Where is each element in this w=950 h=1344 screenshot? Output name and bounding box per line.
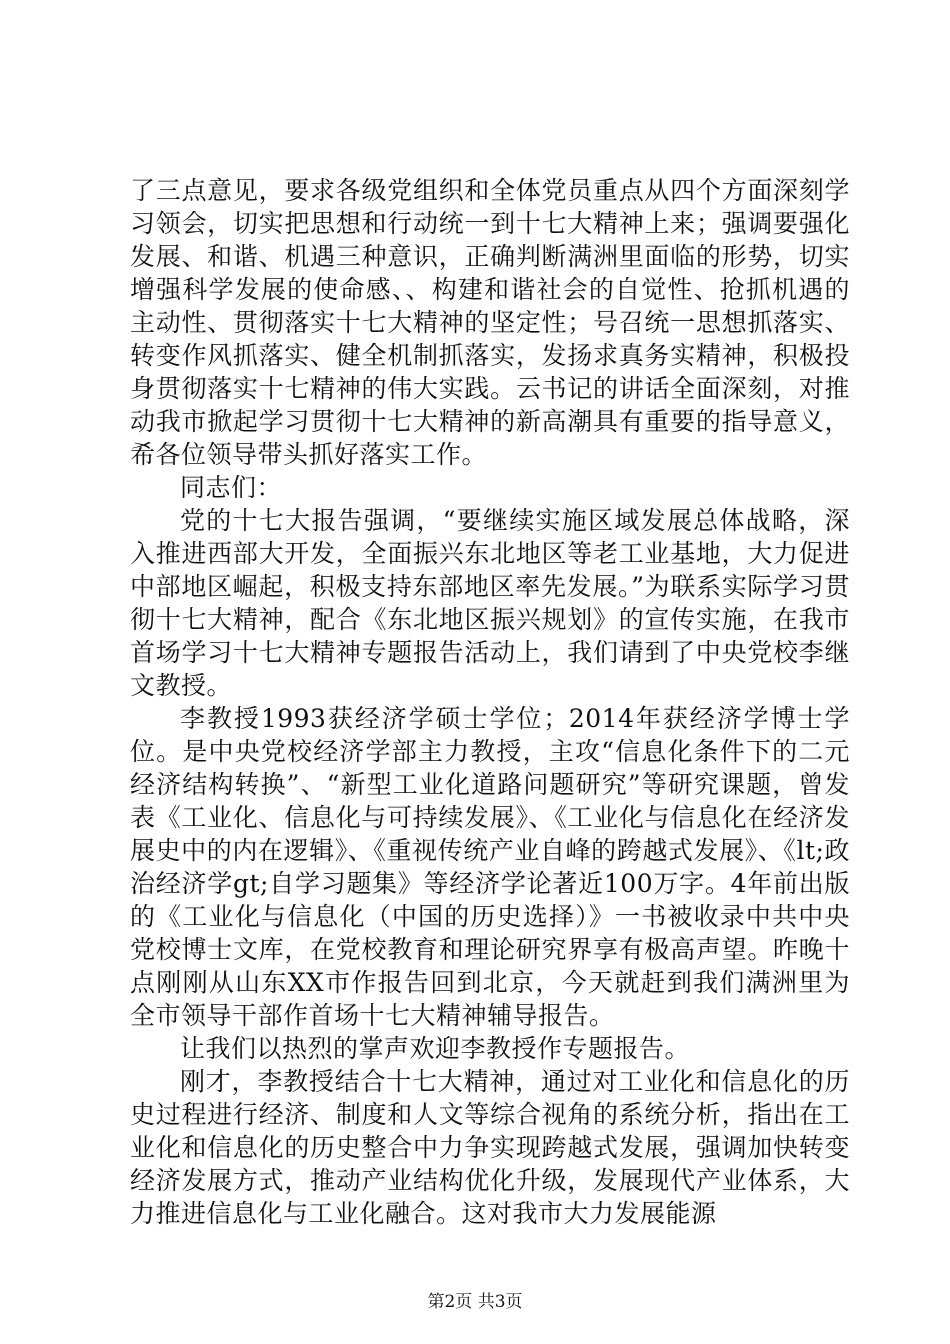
document-body — [130, 174, 850, 1230]
paragraph-salutation: 同志们： — [180, 473, 283, 502]
paragraph-report-intro: 党的十七大报告强调，“要继续实施区域发展总体战略，深入推进西部大开发，全面振兴东北地区等老工业基地，大力促进中部地区崛起，积极支持东部地区率先发展。”为联系实际学习贯彻十七大精神，配合《东北地区振兴规划》的宣传实施，在我市首场学习十七大精神专题报告活动上，我们请到了中央党校李继文教授。 — [130, 506, 850, 700]
paragraph-summary: 刚才，李教授结合十七大精神，通过对工业化和信息化的历史过程进行经济、制度和人文等综合视角的系统分析，指出在工业化和信息化的历史整合中力争实现跨越式发展，强调加快转变经济发展方式，推动产业结构优化升级，发展现代产业体系，大力推进信息化与工业化融合。这对我市大力发展能源 — [130, 1067, 850, 1228]
paragraph-professor-bio: 李教授1993获经济学硕士学位；2014年获经济学博士学位。是中央党校经济学部主力教授，主攻“信息化条件下的二元经济结构转换”、“新型工业化道路问题研究”等研究课题，曾发表《工业化、信息化与可持续发展》、《工业化与信息化在经济发展史中的内在逻辑》、《重视传统产业自峰的跨越式发展》、《lt;政治经济学gt;自学习题集》等经济学论著近100万字。4年前出版的《工业化与信息化（中国的历史选择）》一书被收录中共中央党校博士文库，在党校教育和理论研究界享有极高声望。昨晚十点刚刚从山东XX市作报告回到北京，今天就赶到我们满洲里为全市领导干部作首场十七大精神辅导报告。 — [130, 704, 850, 1030]
paragraph-continuation: 了三点意见，要求各级党组织和全体党员重点从四个方面深刻学习领会，切实把思想和行动统一到十七大精神上来；强调要强化发展、和谐、机遇三种意识，正确判断满洲里面临的形势，切实增强科学发展的使命感、、构建和谐社会的自觉性、抢抓机遇的主动性、贯彻落实十七大精神的坚定性；号召统一思想抓落实、转变作风抓落实、健全机制抓落实，发扬求真务实精神，积极投身贯彻落实十七精神的伟大实践。云书记的讲话全面深刻，对推动我市掀起学习贯彻十七大精神的新高潮具有重要的指导意义，希各位领导带头抓好落实工作。 — [130, 176, 850, 469]
paragraph-applause: 让我们以热烈的掌声欢迎李教授作专题报告。 — [180, 1034, 691, 1063]
page-footer: 第2页 共3页 — [427, 1292, 523, 1312]
